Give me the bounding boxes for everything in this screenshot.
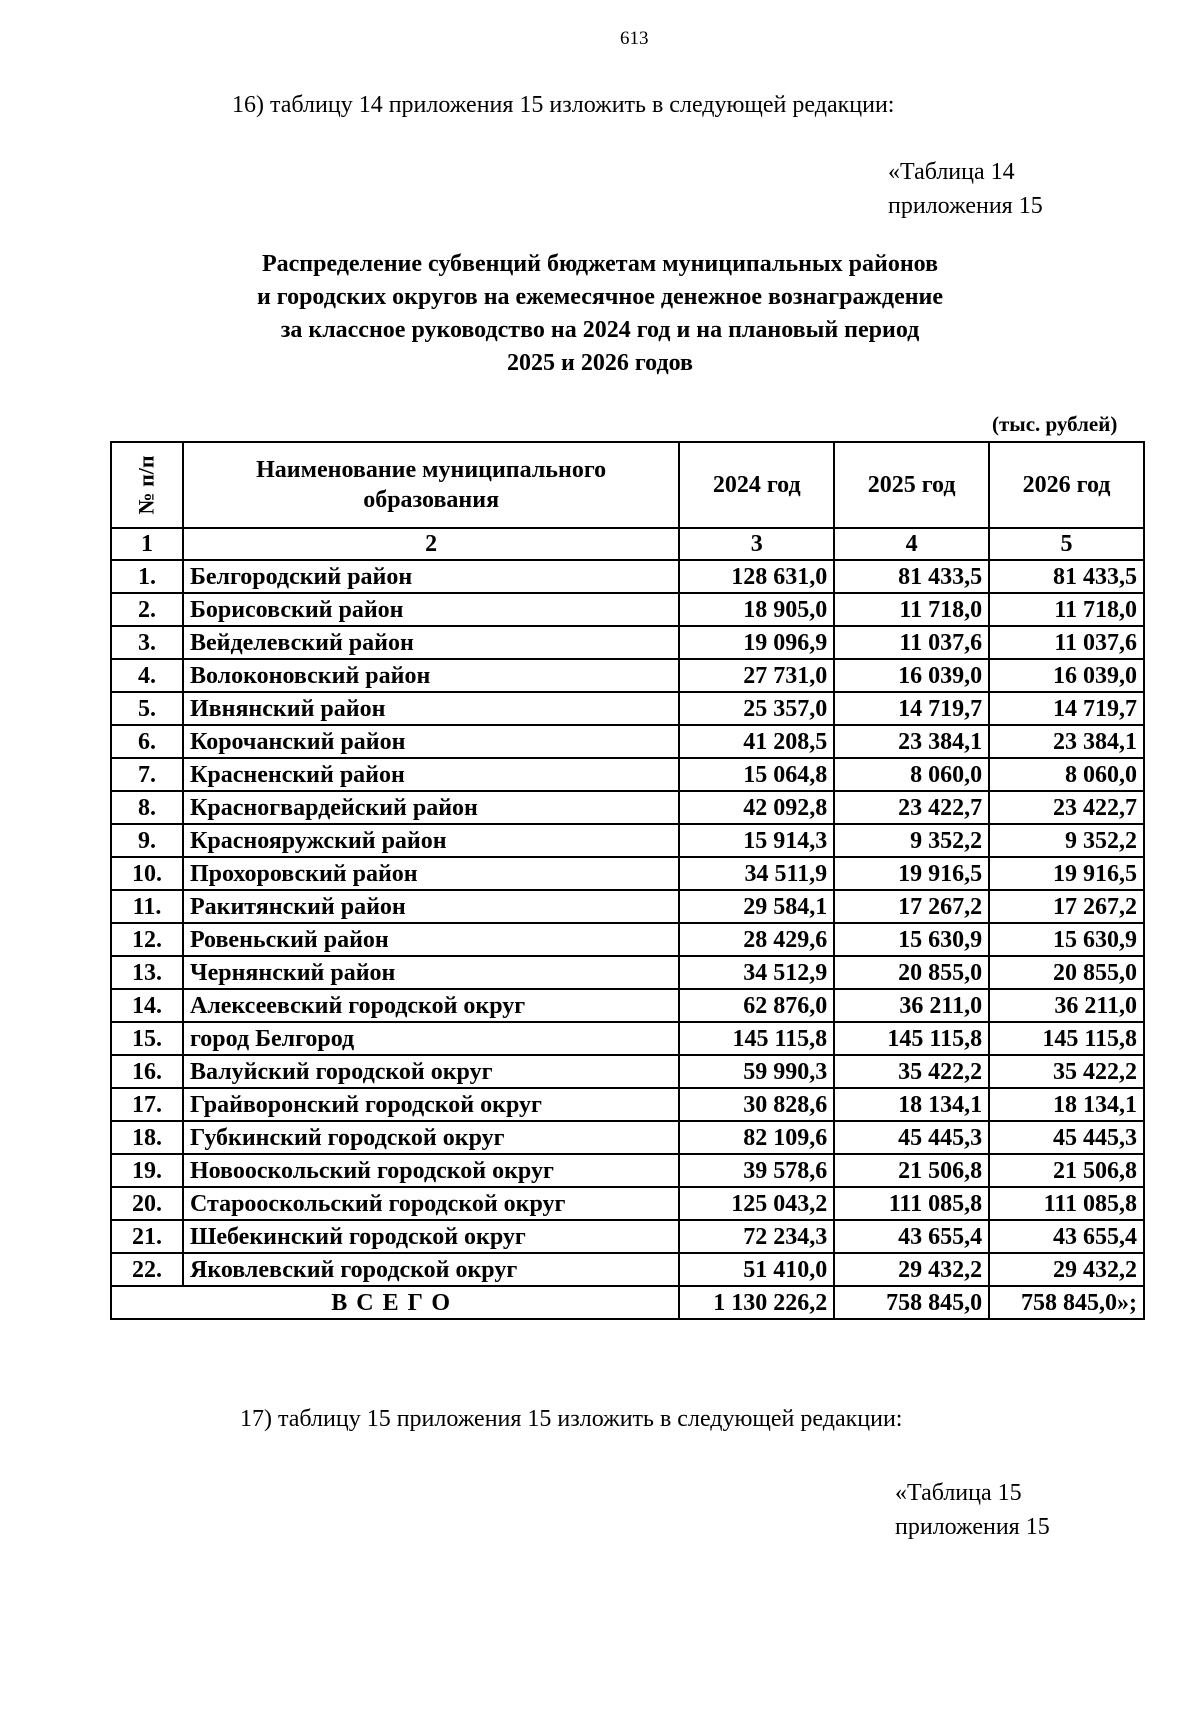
table-row bbox=[111, 626, 1144, 659]
table-row bbox=[111, 824, 1144, 857]
row-value-2026: 111 085,8 bbox=[989, 1187, 1144, 1220]
total-row bbox=[111, 1286, 1144, 1319]
header-2026: 2026 год bbox=[989, 442, 1144, 528]
row-value-2024: 62 876,0 bbox=[679, 989, 834, 1022]
row-value-2024: 27 731,0 bbox=[679, 659, 834, 692]
row-number: 5. bbox=[111, 692, 183, 725]
row-municipality: Яковлевский городской округ bbox=[183, 1253, 679, 1286]
row-number: 14. bbox=[111, 989, 183, 1022]
row-value-2024: 42 092,8 bbox=[679, 791, 834, 824]
row-value-2024: 34 512,9 bbox=[679, 956, 834, 989]
row-value-2026: 17 267,2 bbox=[989, 890, 1144, 923]
row-value-2026: 16 039,0 bbox=[989, 659, 1144, 692]
row-value-2026: 20 855,0 bbox=[989, 956, 1144, 989]
row-value-2026: 14 719,7 bbox=[989, 692, 1144, 725]
table-row bbox=[111, 659, 1144, 692]
row-value-2024: 125 043,2 bbox=[679, 1187, 834, 1220]
column-index-row bbox=[111, 528, 1144, 560]
table-body bbox=[111, 560, 1144, 1286]
row-value-2024: 145 115,8 bbox=[679, 1022, 834, 1055]
index-cell: 5 bbox=[989, 528, 1144, 560]
row-municipality: Борисовский район bbox=[183, 593, 679, 626]
table-row bbox=[111, 560, 1144, 593]
header-2025: 2025 год bbox=[834, 442, 989, 528]
row-value-2024: 15 914,3 bbox=[679, 824, 834, 857]
row-value-2024: 34 511,9 bbox=[679, 857, 834, 890]
row-value-2024: 29 584,1 bbox=[679, 890, 834, 923]
row-value-2024: 30 828,6 bbox=[679, 1088, 834, 1121]
table-row bbox=[111, 923, 1144, 956]
row-municipality: Красногвардейский район bbox=[183, 791, 679, 824]
row-value-2025: 23 422,7 bbox=[834, 791, 989, 824]
table-row bbox=[111, 758, 1144, 791]
caption-line-1: «Таблица 14 bbox=[888, 159, 1015, 185]
title-line-4: 2025 и 2026 годов bbox=[507, 350, 693, 376]
caption-line-2: приложения 15 bbox=[895, 1514, 1050, 1540]
row-value-2026: 8 060,0 bbox=[989, 758, 1144, 791]
table-row bbox=[111, 857, 1144, 890]
row-value-2026: 81 433,5 bbox=[989, 560, 1144, 593]
row-value-2025: 81 433,5 bbox=[834, 560, 989, 593]
total-label: ВСЕГО bbox=[111, 1286, 679, 1319]
table-header-row bbox=[111, 442, 1144, 528]
row-number: 1. bbox=[111, 560, 183, 593]
row-value-2026: 9 352,2 bbox=[989, 824, 1144, 857]
row-value-2025: 111 085,8 bbox=[834, 1187, 989, 1220]
row-municipality: Ракитянский район bbox=[183, 890, 679, 923]
row-value-2024: 28 429,6 bbox=[679, 923, 834, 956]
row-value-2025: 23 384,1 bbox=[834, 725, 989, 758]
row-value-2025: 145 115,8 bbox=[834, 1022, 989, 1055]
row-value-2026: 23 384,1 bbox=[989, 725, 1144, 758]
caption-line-2: приложения 15 bbox=[888, 193, 1043, 219]
total-2024: 1 130 226,2 bbox=[679, 1286, 834, 1319]
table-15-caption bbox=[895, 1476, 1050, 1544]
units-label: (тыс. рублей) bbox=[992, 412, 1118, 436]
row-municipality: Белгородский район bbox=[183, 560, 679, 593]
row-value-2024: 25 357,0 bbox=[679, 692, 834, 725]
row-municipality: Губкинский городской округ bbox=[183, 1121, 679, 1154]
row-value-2025: 21 506,8 bbox=[834, 1154, 989, 1187]
subvention-table bbox=[110, 441, 1145, 1320]
row-value-2025: 36 211,0 bbox=[834, 989, 989, 1022]
row-value-2025: 19 916,5 bbox=[834, 857, 989, 890]
row-value-2025: 35 422,2 bbox=[834, 1055, 989, 1088]
title-line-1: Распределение субвенций бюджетам муниципальных районов bbox=[261, 251, 939, 277]
document-title bbox=[160, 248, 1040, 380]
row-value-2026: 23 422,7 bbox=[989, 791, 1144, 824]
row-municipality: Корочанский район bbox=[183, 725, 679, 758]
index-cell: 4 bbox=[834, 528, 989, 560]
table-row bbox=[111, 593, 1144, 626]
row-value-2025: 9 352,2 bbox=[834, 824, 989, 857]
row-municipality: Ивнянский район bbox=[183, 692, 679, 725]
row-value-2026: 45 445,3 bbox=[989, 1121, 1144, 1154]
table-row bbox=[111, 989, 1144, 1022]
table-row bbox=[111, 1220, 1144, 1253]
row-municipality: Волоконовский район bbox=[183, 659, 679, 692]
table-row bbox=[111, 1154, 1144, 1187]
row-value-2025: 11 037,6 bbox=[834, 626, 989, 659]
title-line-2: и городских округов на ежемесячное денежное вознаграждение bbox=[256, 284, 944, 310]
row-value-2024: 19 096,9 bbox=[679, 626, 834, 659]
table-row bbox=[111, 1055, 1144, 1088]
row-number: 15. bbox=[111, 1022, 183, 1055]
row-municipality: Валуйский городской округ bbox=[183, 1055, 679, 1088]
table-row bbox=[111, 791, 1144, 824]
row-value-2025: 8 060,0 bbox=[834, 758, 989, 791]
row-value-2024: 39 578,6 bbox=[679, 1154, 834, 1187]
row-municipality: Вейделевский район bbox=[183, 626, 679, 659]
row-number: 9. bbox=[111, 824, 183, 857]
row-value-2026: 19 916,5 bbox=[989, 857, 1144, 890]
row-value-2026: 21 506,8 bbox=[989, 1154, 1144, 1187]
row-number: 7. bbox=[111, 758, 183, 791]
row-number: 21. bbox=[111, 1220, 183, 1253]
table-row bbox=[111, 692, 1144, 725]
row-number: 19. bbox=[111, 1154, 183, 1187]
row-value-2026: 18 134,1 bbox=[989, 1088, 1144, 1121]
row-value-2026: 11 037,6 bbox=[989, 626, 1144, 659]
total-2026: 758 845,0»; bbox=[989, 1286, 1144, 1319]
row-number: 3. bbox=[111, 626, 183, 659]
instruction-17: 17) таблицу 15 приложения 15 изложить в следующей редакции: bbox=[240, 1406, 903, 1432]
row-value-2025: 43 655,4 bbox=[834, 1220, 989, 1253]
row-number: 12. bbox=[111, 923, 183, 956]
table-row bbox=[111, 1088, 1144, 1121]
title-line-3: за классное руководство на 2024 год и на плановый период bbox=[280, 317, 920, 343]
row-value-2024: 128 631,0 bbox=[679, 560, 834, 593]
row-value-2026: 35 422,2 bbox=[989, 1055, 1144, 1088]
row-number: 11. bbox=[111, 890, 183, 923]
row-value-2025: 15 630,9 bbox=[834, 923, 989, 956]
row-number: 18. bbox=[111, 1121, 183, 1154]
header-num: № п/п bbox=[111, 442, 183, 528]
row-value-2024: 72 234,3 bbox=[679, 1220, 834, 1253]
row-number: 16. bbox=[111, 1055, 183, 1088]
row-municipality: Новооскольский городской округ bbox=[183, 1154, 679, 1187]
index-cell: 1 bbox=[111, 528, 183, 560]
row-value-2025: 16 039,0 bbox=[834, 659, 989, 692]
row-municipality: Шебекинский городской округ bbox=[183, 1220, 679, 1253]
row-municipality: Алексеевский городской округ bbox=[183, 989, 679, 1022]
table-row bbox=[111, 890, 1144, 923]
row-number: 22. bbox=[111, 1253, 183, 1286]
table-row bbox=[111, 1022, 1144, 1055]
total-2025: 758 845,0 bbox=[834, 1286, 989, 1319]
row-municipality: Ровеньский район bbox=[183, 923, 679, 956]
row-municipality: город Белгород bbox=[183, 1022, 679, 1055]
row-municipality: Чернянский район bbox=[183, 956, 679, 989]
table-row bbox=[111, 1121, 1144, 1154]
row-value-2025: 29 432,2 bbox=[834, 1253, 989, 1286]
row-value-2025: 11 718,0 bbox=[834, 593, 989, 626]
row-value-2024: 18 905,0 bbox=[679, 593, 834, 626]
row-value-2024: 15 064,8 bbox=[679, 758, 834, 791]
row-value-2025: 18 134,1 bbox=[834, 1088, 989, 1121]
row-value-2026: 29 432,2 bbox=[989, 1253, 1144, 1286]
row-number: 20. bbox=[111, 1187, 183, 1220]
index-cell: 3 bbox=[679, 528, 834, 560]
row-value-2024: 41 208,5 bbox=[679, 725, 834, 758]
row-value-2026: 11 718,0 bbox=[989, 593, 1144, 626]
row-value-2026: 15 630,9 bbox=[989, 923, 1144, 956]
header-2024: 2024 год bbox=[679, 442, 834, 528]
row-number: 10. bbox=[111, 857, 183, 890]
row-municipality: Старооскольский городской округ bbox=[183, 1187, 679, 1220]
row-value-2026: 36 211,0 bbox=[989, 989, 1144, 1022]
row-value-2025: 20 855,0 bbox=[834, 956, 989, 989]
instruction-16: 16) таблицу 14 приложения 15 изложить в следующей редакции: bbox=[232, 92, 895, 118]
row-number: 4. bbox=[111, 659, 183, 692]
row-value-2024: 51 410,0 bbox=[679, 1253, 834, 1286]
header-name: Наименование муниципального образования bbox=[183, 442, 679, 528]
table-row bbox=[111, 956, 1144, 989]
table-row bbox=[111, 1253, 1144, 1286]
row-number: 6. bbox=[111, 725, 183, 758]
row-municipality: Прохоровский район bbox=[183, 857, 679, 890]
table-14-caption bbox=[888, 155, 1043, 223]
index-cell: 2 bbox=[183, 528, 679, 560]
row-value-2025: 14 719,7 bbox=[834, 692, 989, 725]
row-value-2026: 43 655,4 bbox=[989, 1220, 1144, 1253]
row-value-2024: 59 990,3 bbox=[679, 1055, 834, 1088]
table-row bbox=[111, 725, 1144, 758]
table-row bbox=[111, 1187, 1144, 1220]
row-municipality: Грайворонский городской округ bbox=[183, 1088, 679, 1121]
row-number: 8. bbox=[111, 791, 183, 824]
row-value-2025: 17 267,2 bbox=[834, 890, 989, 923]
row-municipality: Красненский район bbox=[183, 758, 679, 791]
row-number: 17. bbox=[111, 1088, 183, 1121]
caption-line-1: «Таблица 15 bbox=[895, 1480, 1022, 1506]
row-number: 2. bbox=[111, 593, 183, 626]
row-value-2024: 82 109,6 bbox=[679, 1121, 834, 1154]
page-number: 613 bbox=[620, 28, 649, 49]
row-value-2026: 145 115,8 bbox=[989, 1022, 1144, 1055]
row-municipality: Краснояружский район bbox=[183, 824, 679, 857]
row-value-2025: 45 445,3 bbox=[834, 1121, 989, 1154]
row-number: 13. bbox=[111, 956, 183, 989]
